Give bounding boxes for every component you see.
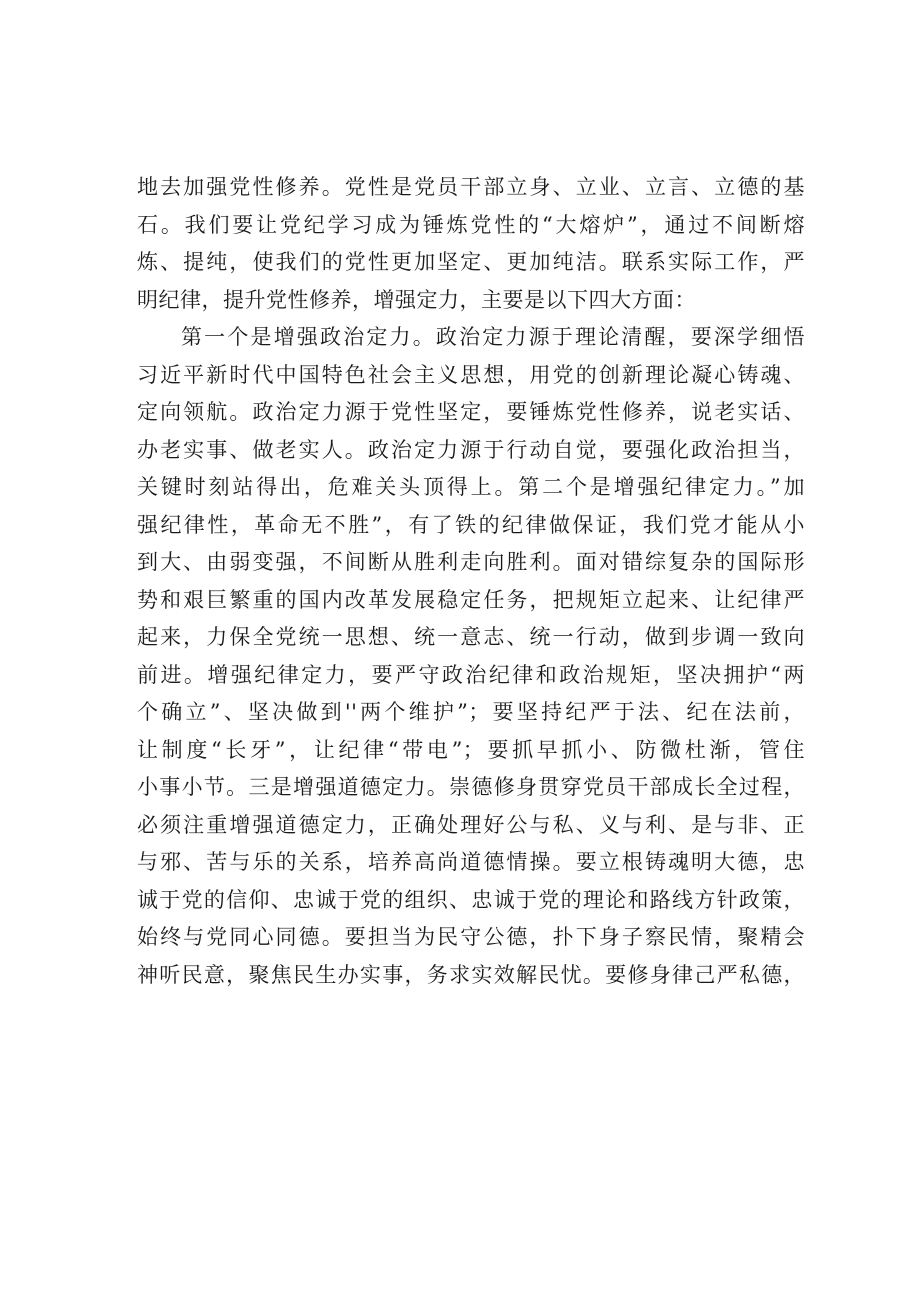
text-line: 诚于党的信仰、忠诚于党的组织、忠诚于党的理论和路线方针政策， [137,887,805,912]
text-line: 强纪律性，革命无不胜”，有了铁的纪律做保证，我们党才能从小 [137,512,805,537]
text-line: 关键时刻站得出，危难关头顶得上。第二个是增强纪律定力。”加 [137,475,805,499]
text-line: 个确立”、坚决做到''两个维护”；要坚持纪严于法、纪在法前， [137,700,805,724]
text-line: 到大、由弱变强，不间断从胜利走向胜利。面对错综复杂的国际形 [137,550,805,574]
text-line: 始终与党同心同德。要担当为民守公德，扑下身子察民情，聚精会 [137,925,805,949]
text-line: 起来，力保全党统一思想、统一意志、统一行动，做到步调一致向 [137,625,805,649]
text-line: 必须注重增强道德定力，正确处理好公与私、义与利、是与非、正 [137,812,805,837]
text-line: 地去加强党性修养。党性是党员干部立身、立业、立言、立德的基 [137,175,805,199]
text-line: 与邪、苦与乐的关系，培养高尚道德情操。要立根铸魂明大德，忠 [137,850,805,874]
text-line: 前进。增强纪律定力，要严守政治纪律和政治规矩，坚决拥护“两 [137,662,805,687]
text-line: 小事小节。三是增强道德定力。崇德修身贯穿党员干部成长全过程， [137,775,805,799]
text-line: 定向领航。政治定力源于党性坚定，要锤炼党性修养，说老实话、 [137,400,805,424]
text-line: 习近平新时代中国特色社会主义思想，用党的创新理论凝心铸魂、 [137,362,805,387]
text-line: 明纪律，提升党性修养，增强定力，主要是以下四大方面： [137,287,696,312]
text-line: 办老实事、做老实人。政治定力源于行动自觉，要强化政治担当， [137,437,805,462]
text-line: 让制度“长牙”，让纪律“带电”；要抓早抓小、防微杜渐，管住 [137,737,805,762]
body-text [137,169,805,994]
text-line: 第一个是增强政治定力。政治定力源于理论清醒，要深学细悟 [181,325,805,349]
text-line: 神听民意，聚焦民生办实事，务求实效解民忧。要修身律己严私德， [137,962,805,987]
text-line: 炼、提纯，使我们的党性更加坚定、更加纯洁。联系实际工作，严 [137,250,805,274]
text-line: 势和艰巨繁重的国内改革发展稳定任务，把规矩立起来、让纪律严 [137,587,805,612]
text-line: 石。我们要让党纪学习成为锤炼党性的“大熔炉”，通过不间断熔 [137,212,805,237]
